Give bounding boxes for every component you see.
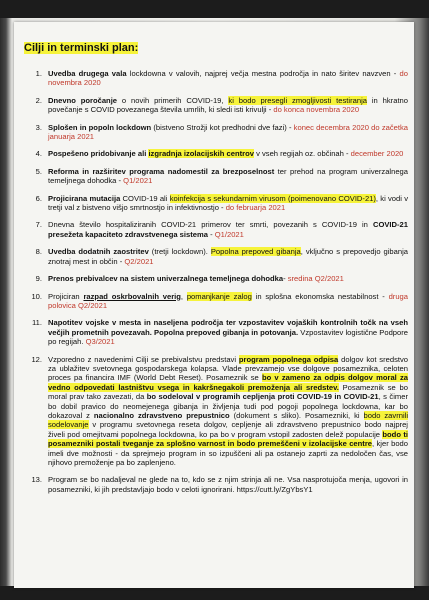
text-segment: - [283, 274, 288, 284]
item-number: 6. [35, 193, 42, 203]
text-segment: ter prehod na program univerzalnega temeljnega dohodka - [48, 166, 409, 186]
text-segment: dolgov kot sredstvo za ublažitev svetovnega gospodarskega kolapsa. Vlade prevzamejo vse dolgove posameznika, celoten proces pa financira IMF (World Debt Reset). Posameznik se [48, 354, 408, 383]
text-segment: Projicirana mutacija [48, 193, 121, 203]
text-segment: Q2/2021 [124, 256, 154, 266]
list-item [20, 96, 408, 115]
bottom-dark-edge [0, 586, 429, 600]
text-segment: Reforma in razširitev programa nadomestil za brezposelnost [48, 166, 275, 176]
text-segment: Dnevna število hospitaliziranih COVID-21 primerov ter smrti, povezanih s COVID-19 in [48, 220, 373, 230]
item-text [48, 123, 408, 142]
text-segment: (tretji lockdown). [148, 247, 211, 257]
text-segment: COVID-21 presežeta kapaciteto zdravstvenega sistema [48, 220, 408, 239]
item-number: 7. [35, 220, 42, 230]
text-segment: Pospešeno pridobivanje ali [48, 149, 149, 159]
text-segment: , s čimer bo dobil pravico do neomejenega gibanja in življenja tudi pod pogoji popolnega lockdowna, kar bo dokazoval z [48, 392, 408, 420]
item-text [48, 220, 408, 239]
text-segment: Splošen in popoln lockdown [48, 122, 152, 132]
text-segment: Vzporedno z navedenimi Cilji se prebivalstvu predstavi [48, 354, 239, 364]
text-segment: (dokument s sliko). Posamezniki, ki [229, 410, 364, 420]
text-segment: , vključno s prepovedjo gibanja znotraj mest in občin - [48, 247, 408, 266]
text-segment: bodo zavrnili sodelovanje [48, 410, 409, 430]
list-item [20, 123, 408, 142]
item-text [48, 318, 408, 346]
list-item [20, 167, 408, 186]
item-text [48, 292, 408, 311]
list-item [20, 475, 408, 494]
text-segment: Napotitev vojske v mesta in naseljena področja ter vzpostavitev vojaških kontrolnih točk na vseh večjih prometnih povezavah. Popolna prepoved gibanja in potovanja. [48, 318, 408, 337]
item-number: 2. [35, 95, 42, 105]
text-segment: v programu svetovnega reseta dolgov, cepljenje ali zdravstveno prepustnico bodo najprej živeli pod omejitvami popolnega lockdowna, ko pa bo v program vstopil zadosten delež populacije [48, 420, 408, 439]
item-number: 12. [31, 354, 42, 364]
list-item [20, 247, 408, 266]
text-segment: konec decembra 2020 do začetka januarja 2021 [48, 122, 408, 142]
text-segment: Q3/2021 [85, 337, 115, 347]
text-segment: Q1/2021 [214, 229, 244, 239]
text-segment: pomanjkanje zalog [186, 291, 252, 301]
item-number: 1. [35, 69, 42, 78]
text-segment: na sistem univerzalnega temeljnega dohodka [119, 274, 284, 284]
text-segment: do novembra 2020 [48, 69, 408, 88]
document-title [24, 42, 138, 54]
item-text [48, 69, 408, 88]
text-segment: lockdowna v valovih, najprej večja mestna področja in nato širitev navzven - [126, 69, 400, 78]
text-segment: , kjer bodo imeli dve možnosti - da sprejmejo program in so izpuščeni ali pa ostanejo zaprti za nedoločen čas, vse njihovo premoženje pa bo zaplenjeno. [48, 439, 408, 467]
text-segment: druga polovica Q2/2021 [48, 291, 408, 310]
text-segment: in splošna ekonomska nestabilnost - [251, 291, 389, 301]
text-segment: ki bodo presegli zmogljivosti testiranja [228, 95, 367, 105]
text-segment: (bistveno Strožji kot predhodni dve fazi) - [151, 122, 294, 132]
text-segment: Program se bo nadaljeval ne glede na to, kdo se z njim strinja ali ne. Vsa nasprotujoča menja, ugovori in posamezniki, ki jih predstavljajo bodo v celoti ignorirani. https://cutt.ly/ZgYbsY1 [48, 475, 408, 494]
goals-list [20, 69, 408, 494]
text-segment: december 2020 [350, 149, 404, 159]
list-item [20, 194, 408, 213]
list-item [20, 355, 408, 468]
list-item [20, 318, 408, 346]
item-number: 3. [35, 122, 42, 132]
text-segment: , [180, 291, 187, 301]
item-text [48, 355, 408, 468]
text-segment: Q1/2021 [123, 176, 153, 186]
text-segment: , ki vodi v tretji val z bistveno višjo smrtnostjo in infektivnostjo - [48, 193, 408, 213]
text-segment: do februarja 2021 [225, 203, 286, 213]
title-text: Cilji in terminski plan: [24, 42, 139, 54]
text-segment: Uvedba dodatnih zaostritev [48, 247, 149, 257]
item-text [48, 247, 408, 266]
item-text [48, 475, 408, 494]
text-segment: izgradnja izolacijskih centrov [148, 149, 254, 159]
text-segment: sredina Q2/2021 [287, 274, 344, 284]
text-segment: Popolna prepoved gibanja [210, 247, 301, 257]
item-number: 4. [35, 149, 42, 159]
text-segment: - [207, 229, 215, 239]
item-number: 9. [35, 274, 42, 284]
list-item [20, 69, 408, 88]
text-segment: program popolnega odpisa [238, 354, 339, 364]
text-segment: nacionalno zdravstveno prepustnico [93, 410, 230, 420]
text-segment: koinfekcija s sekundarnim virusom (poimenovano COVID-21) [169, 193, 376, 203]
item-text [48, 167, 408, 186]
text-segment: o novih primerih COVID-19, [117, 95, 229, 105]
text-segment: bo sodeloval v programih cepljenja proti COVID-19 in COVID-21 [146, 392, 379, 402]
text-segment: bodo ti posamezniki postali tveganje za splošno varnost in bodo premeščeni v izolacijske centre [48, 429, 408, 449]
item-text [48, 194, 408, 213]
top-dark-edge [0, 0, 429, 18]
text-segment: in hkratno povečanje s COVID povezanega števila umrlih, ki sledi isti krivulji - [48, 95, 408, 115]
item-text [48, 274, 408, 283]
text-segment: Vzpostavitev logistične Podpore po regijah. [48, 327, 409, 347]
text-segment: v vseh regijah oz. občinah - [253, 149, 351, 159]
list-item [20, 149, 408, 158]
item-number: 11. [32, 318, 42, 328]
item-number: 13. [31, 475, 42, 485]
list-item [20, 292, 408, 311]
text-segment: Dnevno poročanje [48, 95, 118, 105]
item-text [48, 96, 408, 115]
text-segment: do konca novembra 2020 [273, 105, 360, 115]
list-item [20, 220, 408, 239]
item-number: 8. [35, 247, 42, 257]
list-item [20, 274, 408, 283]
item-text [48, 149, 408, 158]
item-number: 5. [35, 166, 42, 176]
text-segment: Posameznik se bo moral prav tako zavezati, da [48, 382, 408, 402]
text-segment: Projiciran [48, 291, 84, 301]
text-segment: bo v zameno za odpis dolgov moral za vedno odpovedati lastništvu vsega in kakršnegakoli premoženja ali sredstev. [48, 373, 408, 392]
text-segment: COVID-19 ali [120, 193, 170, 203]
text-segment: Prenos prebivalcev [48, 274, 120, 284]
item-number: 10. [31, 291, 42, 301]
text-segment: razpad oskrbovalnih verig [83, 291, 181, 301]
text-segment: Uvedba drugega vala [48, 69, 127, 78]
document-page [14, 22, 414, 588]
